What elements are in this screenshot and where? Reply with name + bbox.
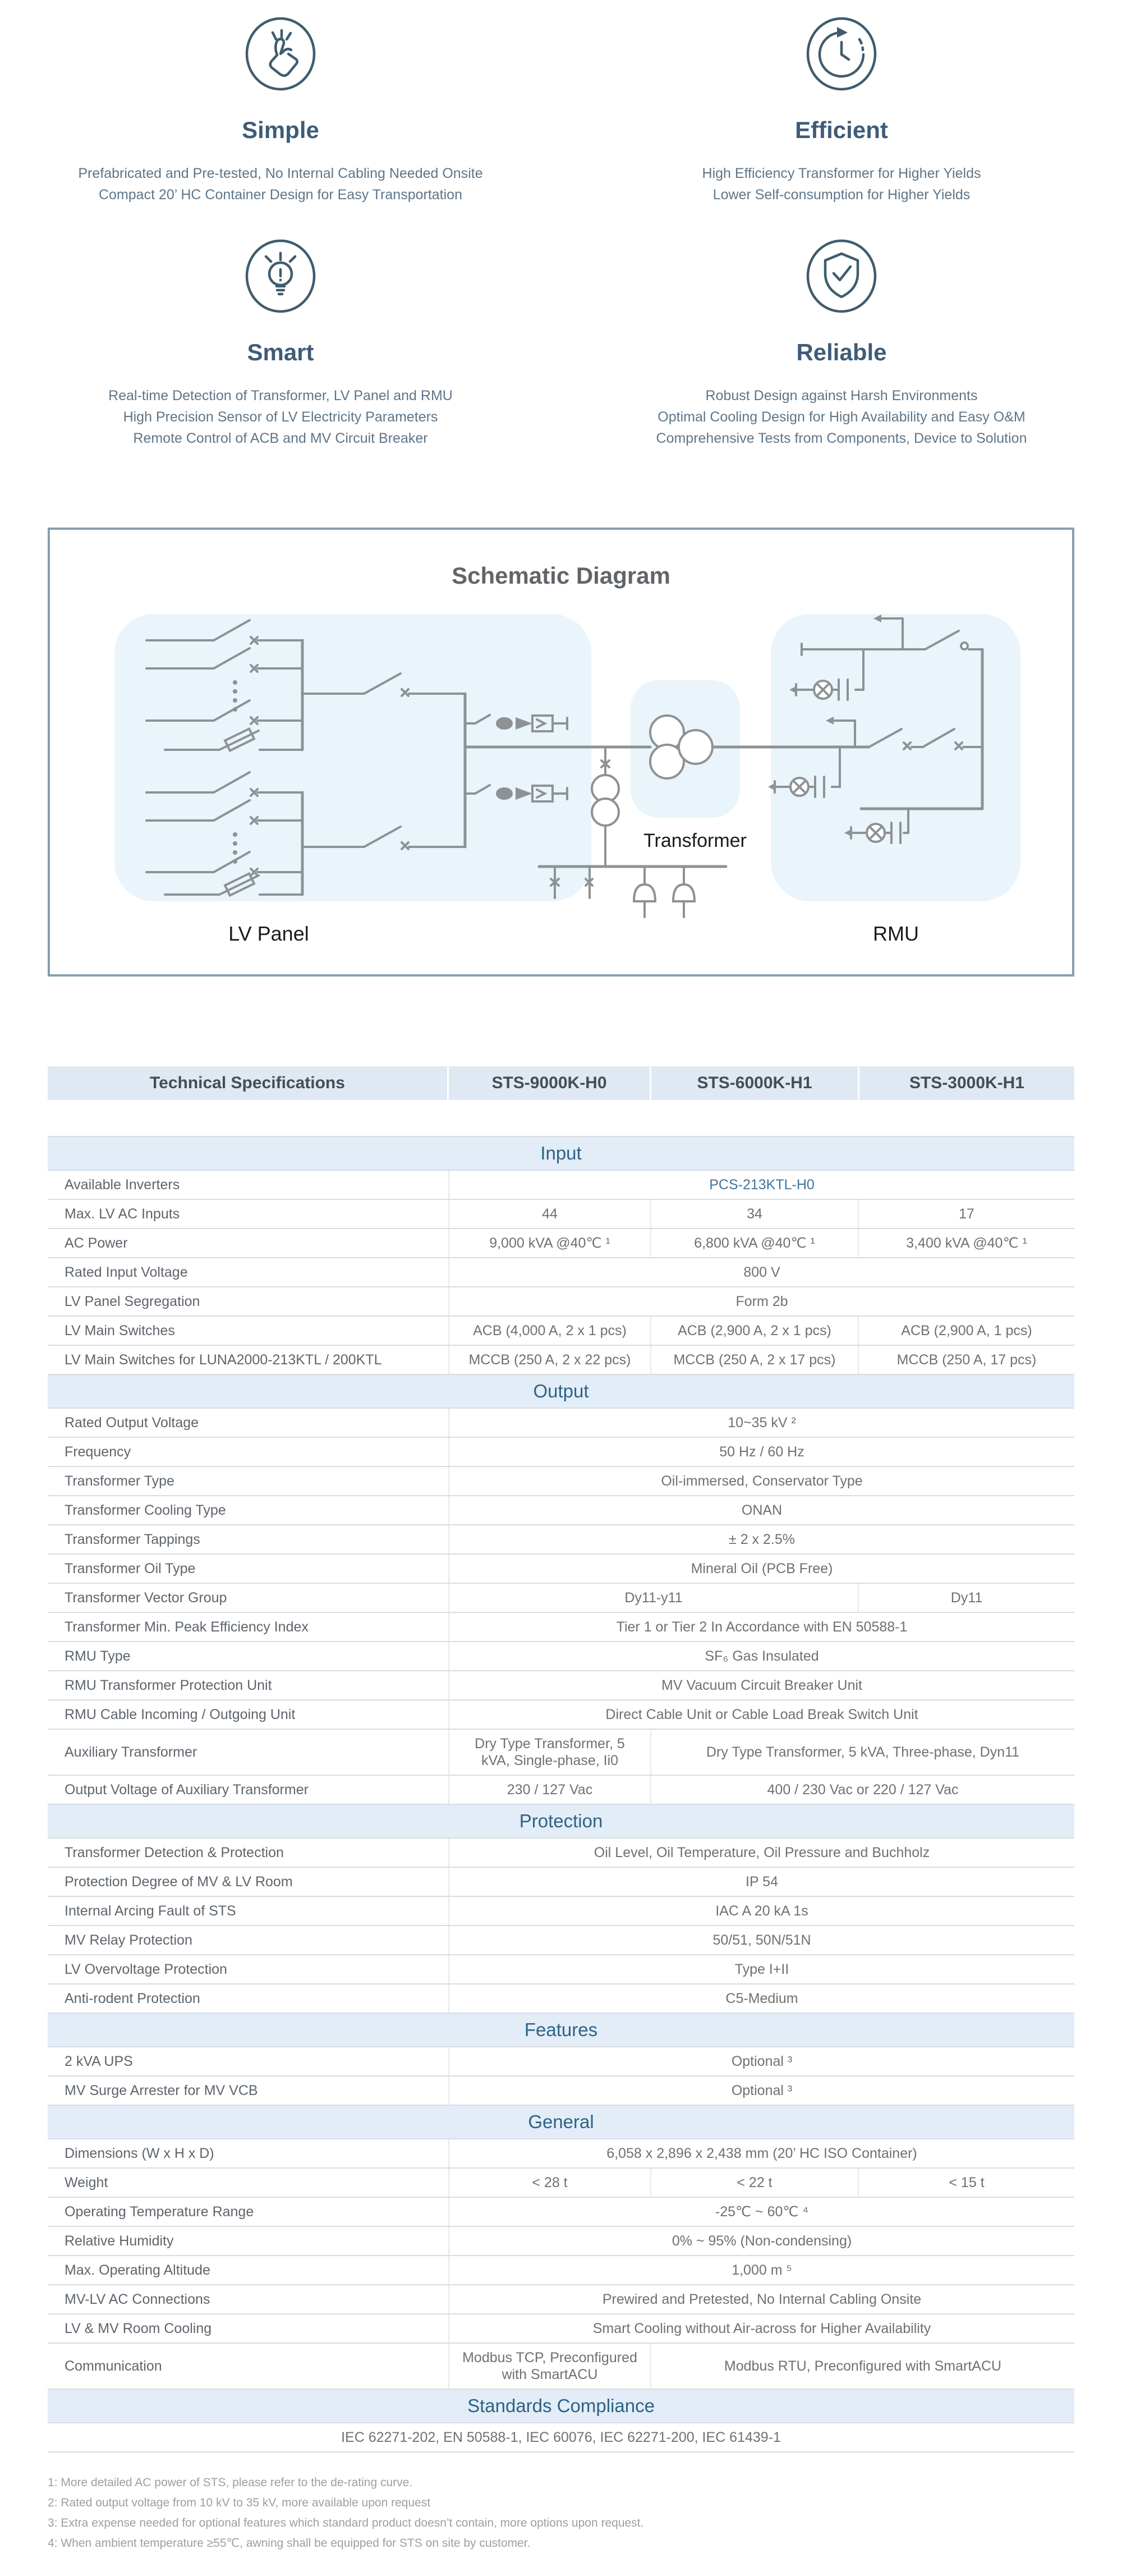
schematic-panel: [48, 528, 1074, 977]
spec-row: [48, 1199, 1074, 1229]
feature-line: Real-time Detection of Transformer, LV Panel and RMU: [108, 388, 453, 404]
spec-value: Tier 1 or Tier 2 In Accordance with EN 50588-1: [449, 1612, 1074, 1642]
spec-label: Communication: [48, 2343, 449, 2389]
spec-row: [48, 1729, 1074, 1775]
spec-row: [48, 2076, 1074, 2105]
spec-row: [48, 1437, 1074, 1466]
spec-row: [48, 1896, 1074, 1926]
spec-row: [48, 1466, 1074, 1496]
spec-row: [48, 2168, 1074, 2197]
spec-label: Protection Degree of MV & LV Room: [48, 1867, 449, 1896]
spec-value: 50/51, 50N/51N: [449, 1926, 1074, 1955]
spec-row: [48, 2047, 1074, 2076]
spec-row: [48, 1926, 1074, 1955]
spec-value: 3,400 kVA @40℃ ¹: [858, 1229, 1074, 1258]
spec-value: Oil Level, Oil Temperature, Oil Pressure and Buchholz: [449, 1838, 1074, 1867]
spec-row: [48, 1525, 1074, 1554]
spec-value: MCCB (250 A, 2 x 17 pcs): [651, 1345, 858, 1374]
spec-value: Optional ³: [449, 2076, 1074, 2105]
spec-row: [48, 2226, 1074, 2256]
feature-line: Comprehensive Tests from Components, Device to Solution: [656, 430, 1027, 446]
spec-value: Dy11-y11: [449, 1583, 858, 1612]
spec-label: RMU Transformer Protection Unit: [48, 1671, 449, 1700]
lv-panel-zone: [114, 614, 591, 901]
spec-row: [48, 1408, 1074, 1437]
shield-check-icon: [803, 238, 880, 314]
spec-row: [48, 1612, 1074, 1642]
spec-label: Transformer Detection & Protection: [48, 1838, 449, 1867]
feature-line: Lower Self-consumption for Higher Yields: [712, 187, 971, 203]
spec-label: RMU Cable Incoming / Outgoing Unit: [48, 1700, 449, 1729]
spec-header-row: [48, 1066, 1074, 1100]
spec-label: Auxiliary Transformer: [48, 1729, 449, 1775]
spec-label: Rated Input Voltage: [48, 1258, 449, 1287]
spec-value: C5-Medium: [449, 1984, 1074, 2013]
spec-value: Form 2b: [449, 1287, 1074, 1316]
spec-label: LV Overvoltage Protection: [48, 1955, 449, 1984]
spec-row: [48, 1642, 1074, 1671]
spec-row: [48, 2139, 1074, 2168]
spec-label: Transformer Cooling Type: [48, 1496, 449, 1525]
spec-value: MCCB (250 A, 2 x 22 pcs): [449, 1345, 651, 1374]
spec-label: Transformer Min. Peak Efficiency Index: [48, 1612, 449, 1642]
spec-value: 6,800 kVA @40℃ ¹: [651, 1229, 858, 1258]
section-header: Output: [48, 1374, 1074, 1408]
spec-value: ONAN: [449, 1496, 1074, 1525]
spec-row: [48, 1671, 1074, 1700]
spec-row: [48, 1554, 1074, 1583]
spec-row: [48, 2343, 1074, 2389]
spec-label: Internal Arcing Fault of STS: [48, 1896, 449, 1926]
spec-value: 230 / 127 Vac: [449, 1775, 651, 1804]
footnotes: [48, 2473, 1074, 2576]
transformer-label: Transformer: [643, 830, 747, 851]
feature-line: Compact 20’ HC Container Design for Easy Transportation: [99, 187, 462, 203]
snap-fingers-icon: [242, 16, 319, 92]
spec-value: MV Vacuum Circuit Breaker Unit: [449, 1671, 1074, 1700]
feature-line: High Efficiency Transformer for Higher Yields: [702, 166, 981, 181]
spec-value: 400 / 230 Vac or 220 / 127 Vac: [651, 1775, 1074, 1804]
spec-value: 800 V: [449, 1258, 1074, 1287]
spec-label: Output Voltage of Auxiliary Transformer: [48, 1775, 449, 1804]
spec-label: Transformer Vector Group: [48, 1583, 449, 1612]
spec-row: [48, 1583, 1074, 1612]
spec-value: Type I+II: [449, 1955, 1074, 1984]
spec-value: Mineral Oil (PCB Free): [449, 1554, 1074, 1583]
spec-value: 44: [449, 1199, 651, 1229]
spec-label: Weight: [48, 2168, 449, 2197]
spec-value: Oil-immersed, Conservator Type: [449, 1466, 1074, 1496]
spec-row: [48, 1867, 1074, 1896]
spec-label: Rated Output Voltage: [48, 1408, 449, 1437]
spec-value: ACB (4,000 A, 2 x 1 pcs): [449, 1316, 651, 1345]
spec-value: 9,000 kVA @40℃ ¹: [449, 1229, 651, 1258]
spec-value: 34: [651, 1199, 858, 1229]
feature-title: Reliable: [796, 339, 887, 365]
spec-label: AC Power: [48, 1229, 449, 1258]
spec-label: Max. LV AC Inputs: [48, 1199, 449, 1229]
spec-label: Max. Operating Altitude: [48, 2256, 449, 2285]
spec-value: 1,000 m ⁵: [449, 2256, 1074, 2285]
spec-label: LV Main Switches: [48, 1316, 449, 1345]
spec-label: Operating Temperature Range: [48, 2197, 449, 2226]
lightbulb-icon: [242, 238, 319, 314]
spec-value: Smart Cooling without Air-across for Higher Availability: [449, 2314, 1074, 2343]
spec-header-title: Technical Specifications: [48, 1066, 447, 1100]
spec-value: Modbus RTU, Preconfigured with SmartACU: [651, 2343, 1074, 2389]
spec-row: [48, 1775, 1074, 1804]
schematic-diagram: [50, 530, 1072, 974]
feature-card-reliable: [561, 238, 1122, 449]
spec-label: LV & MV Room Cooling: [48, 2314, 449, 2343]
schematic-title: Schematic Diagram: [452, 562, 670, 589]
spec-label: MV Surge Arrester for MV VCB: [48, 2076, 449, 2105]
spec-label: Dimensions (W x H x D): [48, 2139, 449, 2168]
spec-label: MV Relay Protection: [48, 1926, 449, 1955]
spec-value: < 15 t: [858, 2168, 1074, 2197]
spec-value: ACB (2,900 A, 1 pcs): [858, 1316, 1074, 1345]
spec-label: 2 kVA UPS: [48, 2047, 449, 2076]
feature-grid: [0, 0, 1122, 449]
spec-row: [48, 1345, 1074, 1374]
spec-row: [48, 1229, 1074, 1258]
spec-value: PCS-213KTL-H0: [449, 1170, 1074, 1199]
spec-value: Dy11: [858, 1583, 1074, 1612]
spec-header-model-2: STS-6000K-H1: [651, 1066, 858, 1100]
spec-value: SF₆ Gas Insulated: [449, 1642, 1074, 1671]
spec-label: RMU Type: [48, 1642, 449, 1671]
spec-row: [48, 1838, 1074, 1867]
feature-line: Remote Control of ACB and MV Circuit Breaker: [133, 430, 428, 446]
spec-value: -25℃ ~ 60℃ ⁴: [449, 2197, 1074, 2226]
section-header: Protection: [48, 1804, 1074, 1838]
spec-value: 17: [858, 1199, 1074, 1229]
spec-row: [48, 2314, 1074, 2343]
footnote: 4: When ambient temperature ≥55℃, awning shall be equipped for STS on site by customer.: [48, 2537, 531, 2550]
feature-line: Optimal Cooling Design for High Availability and Easy O&M: [657, 409, 1026, 425]
spec-label: Transformer Type: [48, 1466, 449, 1496]
spec-value: IAC A 20 kA 1s: [449, 1896, 1074, 1926]
spec-row: [48, 1316, 1074, 1345]
spec-label: Transformer Oil Type: [48, 1554, 449, 1583]
technical-specifications: [48, 1066, 1074, 2453]
feature-title: Simple: [242, 117, 319, 143]
spec-label: Frequency: [48, 1437, 449, 1466]
spec-row: [48, 1700, 1074, 1729]
spec-value: Dry Type Transformer, 5 kVA, Single-phase, Ii0: [449, 1729, 651, 1775]
spec-value: 0% ~ 95% (Non-condensing): [449, 2226, 1074, 2256]
spec-value: MCCB (250 A, 17 pcs): [858, 1345, 1074, 1374]
efficiency-clock-icon: [803, 16, 880, 92]
spec-label: Transformer Tappings: [48, 1525, 449, 1554]
footnote: 3: Extra expense needed for optional features which standard product doesn’t contain, more options upon request.: [48, 2517, 644, 2529]
section-header: Standards Compliance: [48, 2389, 1074, 2423]
spec-label: Relative Humidity: [48, 2226, 449, 2256]
spec-header-model-1: STS-9000K-H0: [449, 1066, 650, 1100]
feature-title: Smart: [247, 339, 314, 365]
spec-value: Prewired and Pretested, No Internal Cabling Onsite: [449, 2285, 1074, 2314]
spec-value: < 28 t: [449, 2168, 651, 2197]
feature-card-simple: [0, 16, 561, 205]
spec-row: [48, 2285, 1074, 2314]
spec-value: ACB (2,900 A, 2 x 1 pcs): [651, 1316, 858, 1345]
spec-value: Optional ³: [449, 2047, 1074, 2076]
spec-label: Anti-rodent Protection: [48, 1984, 449, 2013]
feature-card-efficient: [561, 16, 1122, 205]
spec-row: [48, 2256, 1074, 2285]
spec-row: [48, 1496, 1074, 1525]
spec-row: [48, 1287, 1074, 1316]
footnote: 1: More detailed AC power of STS, please refer to the de-rating curve.: [48, 2476, 413, 2489]
spec-value: Direct Cable Unit or Cable Load Break Switch Unit: [449, 1700, 1074, 1729]
feature-card-smart: [0, 238, 561, 449]
spec-value: ± 2 x 2.5%: [449, 1525, 1074, 1554]
feature-line: Prefabricated and Pre-tested, No Internal Cabling Needed Onsite: [78, 166, 483, 181]
spec-label: MV-LV AC Connections: [48, 2285, 449, 2314]
spec-header-model-3: STS-3000K-H1: [859, 1066, 1074, 1100]
section-header: General: [48, 2105, 1074, 2139]
spec-row: [48, 1955, 1074, 1984]
lv-panel-label: LV Panel: [228, 922, 309, 945]
spec-row: [48, 2423, 1074, 2452]
feature-line: High Precision Sensor of LV Electricity Parameters: [123, 409, 438, 425]
spec-label: LV Main Switches for LUNA2000-213KTL / 200KTL: [48, 1345, 449, 1374]
rmu-label: RMU: [873, 922, 919, 945]
spec-label: LV Panel Segregation: [48, 1287, 449, 1316]
spec-row: [48, 1170, 1074, 1199]
section-header: Input: [48, 1136, 1074, 1170]
spec-label: Available Inverters: [48, 1170, 449, 1199]
spec-value: 50 Hz / 60 Hz: [449, 1437, 1074, 1466]
spec-value: < 22 t: [651, 2168, 858, 2197]
spec-value: 6,058 x 2,896 x 2,438 mm (20’ HC ISO Container): [449, 2139, 1074, 2168]
spec-value: IP 54: [449, 1867, 1074, 1896]
spec-value: IEC 62271-202, EN 50588-1, IEC 60076, IEC 62271-200, IEC 61439-1: [48, 2423, 1074, 2452]
spec-row: [48, 2197, 1074, 2226]
spec-table: [48, 1136, 1074, 2453]
footnote: 2: Rated output voltage from 10 kV to 35 kV, more available upon request: [48, 2496, 431, 2509]
spec-row: [48, 1984, 1074, 2013]
spec-row: [48, 1258, 1074, 1287]
feature-title: Efficient: [795, 117, 888, 143]
spec-value: Dry Type Transformer, 5 kVA, Three-phase, Dyn11: [651, 1729, 1074, 1775]
section-header: Features: [48, 2013, 1074, 2047]
feature-line: Robust Design against Harsh Environments: [705, 388, 978, 404]
spec-value: 10~35 kV ²: [449, 1408, 1074, 1437]
spec-value: Modbus TCP, Preconfigured with SmartACU: [449, 2343, 651, 2389]
